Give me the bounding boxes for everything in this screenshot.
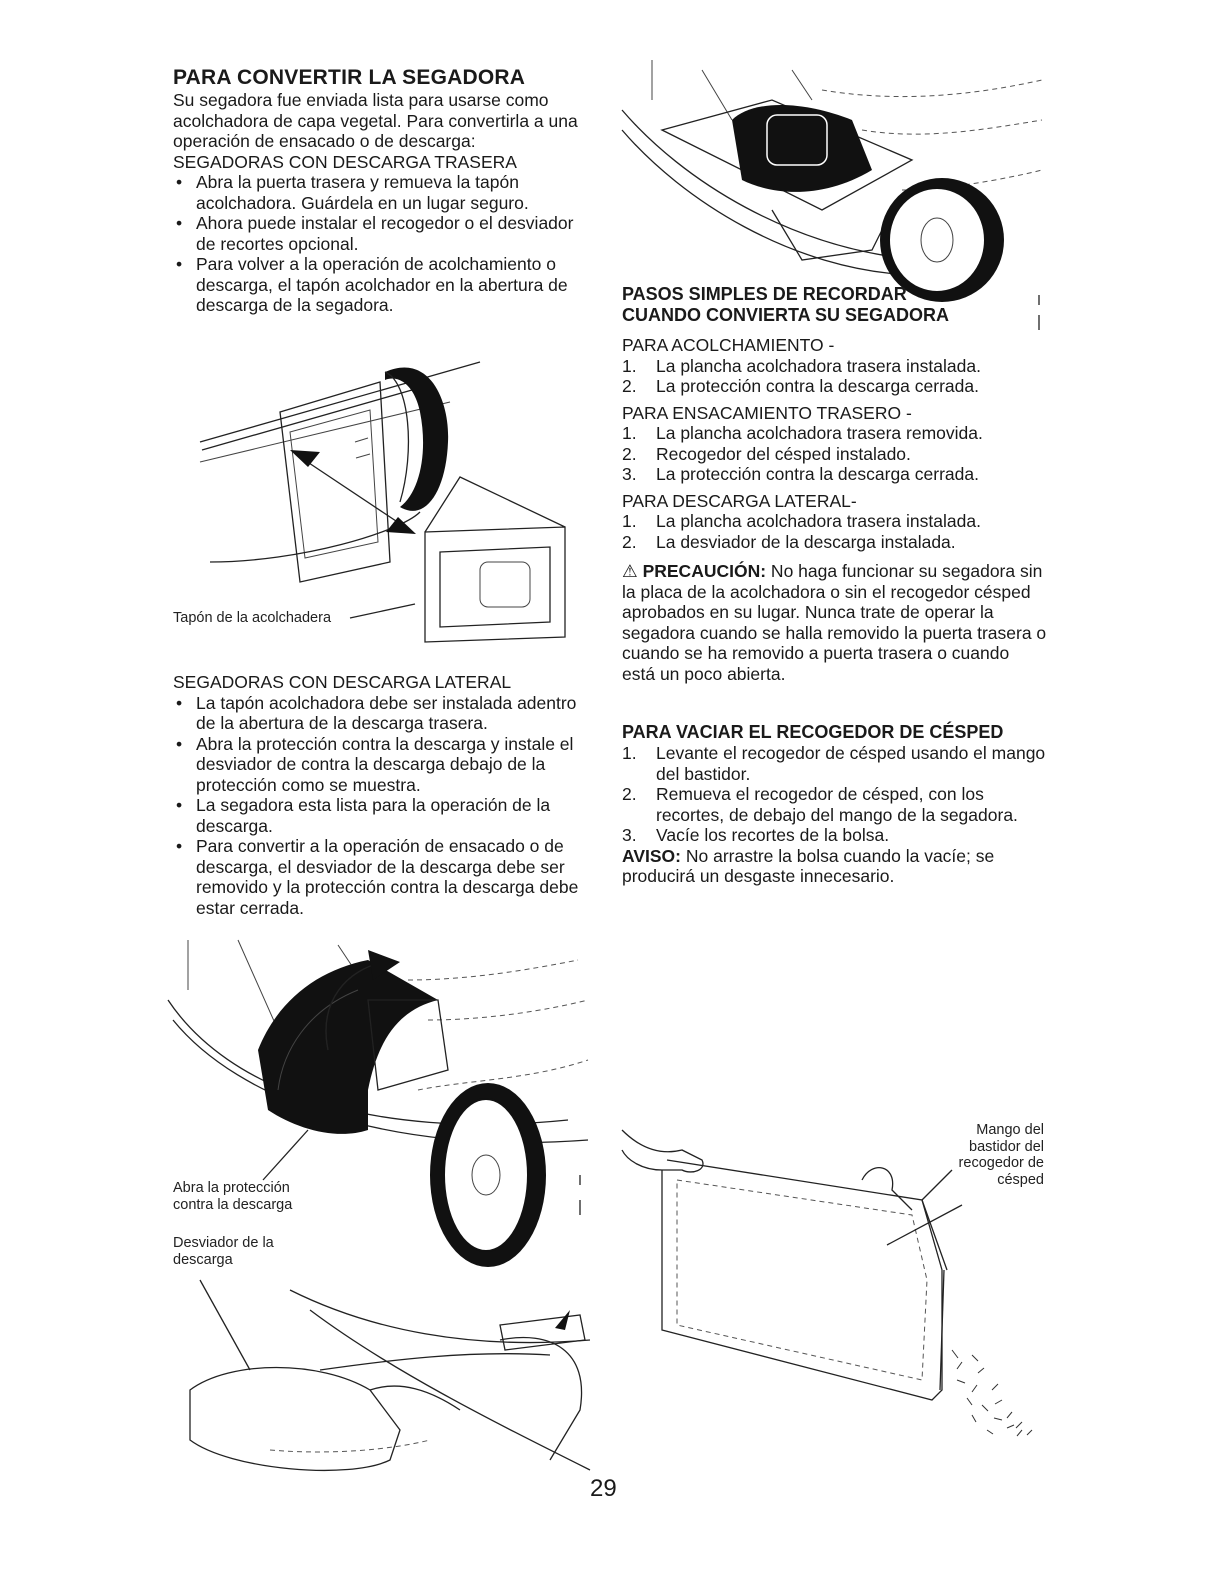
list-item: 1. La plancha acolchadora trasera instalada. <box>622 511 981 531</box>
right-column <box>622 284 1047 887</box>
list-item: • La tapón acolchadora debe ser instalada adentro de la abertura de la descarga trasera. <box>173 693 593 734</box>
list-item: 3. Vacíe los recortes de la bolsa. <box>622 825 890 845</box>
mulch-heading: PARA ACOLCHAMIENTO - <box>622 335 835 355</box>
frame-handle-label: Mango del bastidor del recogedor de césped <box>958 1122 1044 1188</box>
caution-text: No haga funcionar su segadora sin la placa de la acolchadora o sin el recogedor césped aprobados en su lugar. Nunca trate de operar la segadora cuando se halla removido la puerta trasera o cuando se ha removido a puerta trasera o cuando está un poco abierta. <box>622 561 1047 684</box>
side-bullet-list <box>173 693 593 919</box>
notice-text: No arrastre la bolsa cuando la vacíe; se producirá un desgaste innecesario. <box>622 845 995 886</box>
caution-paragraph <box>622 561 1047 684</box>
empty-bag-title: PARA VACIAR EL RECOGEDOR DE CÉSPED <box>622 722 1004 742</box>
caution-label: PRECAUCIÓN: <box>642 561 767 581</box>
side-discharge-heading: PARA DESCARGA LATERAL- <box>622 490 857 511</box>
side-discharge-section <box>173 672 593 918</box>
list-item: 1. La plancha acolchadora trasera instalada. <box>622 355 981 376</box>
list-item: • La segadora esta lista para la operación de la descarga. <box>173 795 593 836</box>
mulch-plug-label: Tapón de la acolchadera <box>173 610 332 626</box>
bag-list <box>622 423 1047 485</box>
steps-title-2: CUANDO CONVIERTA SU SEGADORA <box>622 305 950 325</box>
list-item: 1. La plancha acolchadora trasera removida. <box>622 423 983 443</box>
list-item: • Para volver a la operación de acolchamiento o descarga, el tapón acolchador en la abertura de descarga de la segadora. <box>173 254 593 316</box>
list-item: 2. La desviador de la descarga instalada. <box>622 531 956 552</box>
rear-heading: SEGADORAS CON DESCARGA TRASERA <box>173 151 517 172</box>
notice-label: AVISO: <box>622 845 681 866</box>
list-item: • Ahora puede instalar el recogedor o el desviador de recortes opcional. <box>173 213 593 254</box>
deflector-label: Desviador de la descarga <box>173 1235 274 1268</box>
notice-paragraph <box>622 846 1047 887</box>
list-item: • Abra la protección contra la descarga y instale el desviador de contra la descarga debajo de la protección como se muestra. <box>173 734 593 796</box>
deflector-figure <box>170 1270 600 1490</box>
list-item: 2. La protección contra la descarga cerrada. <box>622 376 979 396</box>
grass-clippings-icon <box>952 1350 1032 1436</box>
rear-mower-figure <box>622 60 1047 300</box>
steps-title: PASOS SIMPLES DE RECORDAR <box>622 284 907 304</box>
list-item: 1. Levante el recogedor de césped usando el mango del bastidor. <box>622 743 1046 784</box>
side-list <box>622 511 1047 552</box>
convert-title: PARA CONVERTIR LA SEGADORA <box>173 66 526 89</box>
list-item: 2. Remueva el recogedor de césped, con los recortes, de debajo del mango de la segadora. <box>622 784 1018 825</box>
bag-heading: PARA ENSACAMIENTO TRASERO - <box>622 402 912 423</box>
page-number: 29 <box>590 1475 617 1502</box>
empty-list <box>622 743 1047 846</box>
discharge-guard-figure <box>168 940 598 1270</box>
mulch-plug-figure <box>180 262 600 662</box>
warning-triangle-icon: ⚠ <box>622 561 638 581</box>
list-item: • Abra la puerta trasera y remueva la tapón acolchadora. Guárdela en un lugar seguro. <box>173 172 593 213</box>
list-item: • Para convertir a la operación de ensacado o de descarga, el desviador de la descarga debe ser removido y la protección contra la descarga debe estar cerrada. <box>173 836 593 918</box>
side-heading: SEGADORAS CON DESCARGA LATERAL <box>173 672 512 692</box>
list-item: 2. Recogedor del césped instalado. <box>622 443 911 464</box>
list-item: 3. La protección contra la descarga cerrada. <box>622 464 979 484</box>
guard-label: Abra la protección contra la descarga <box>173 1180 293 1213</box>
intro-text: Su segadora fue enviada lista para usarse como acolchadora de capa vegetal. Para convertirla a una operación de ensacado o de descarga: <box>173 90 578 151</box>
mulch-list <box>622 356 1047 397</box>
